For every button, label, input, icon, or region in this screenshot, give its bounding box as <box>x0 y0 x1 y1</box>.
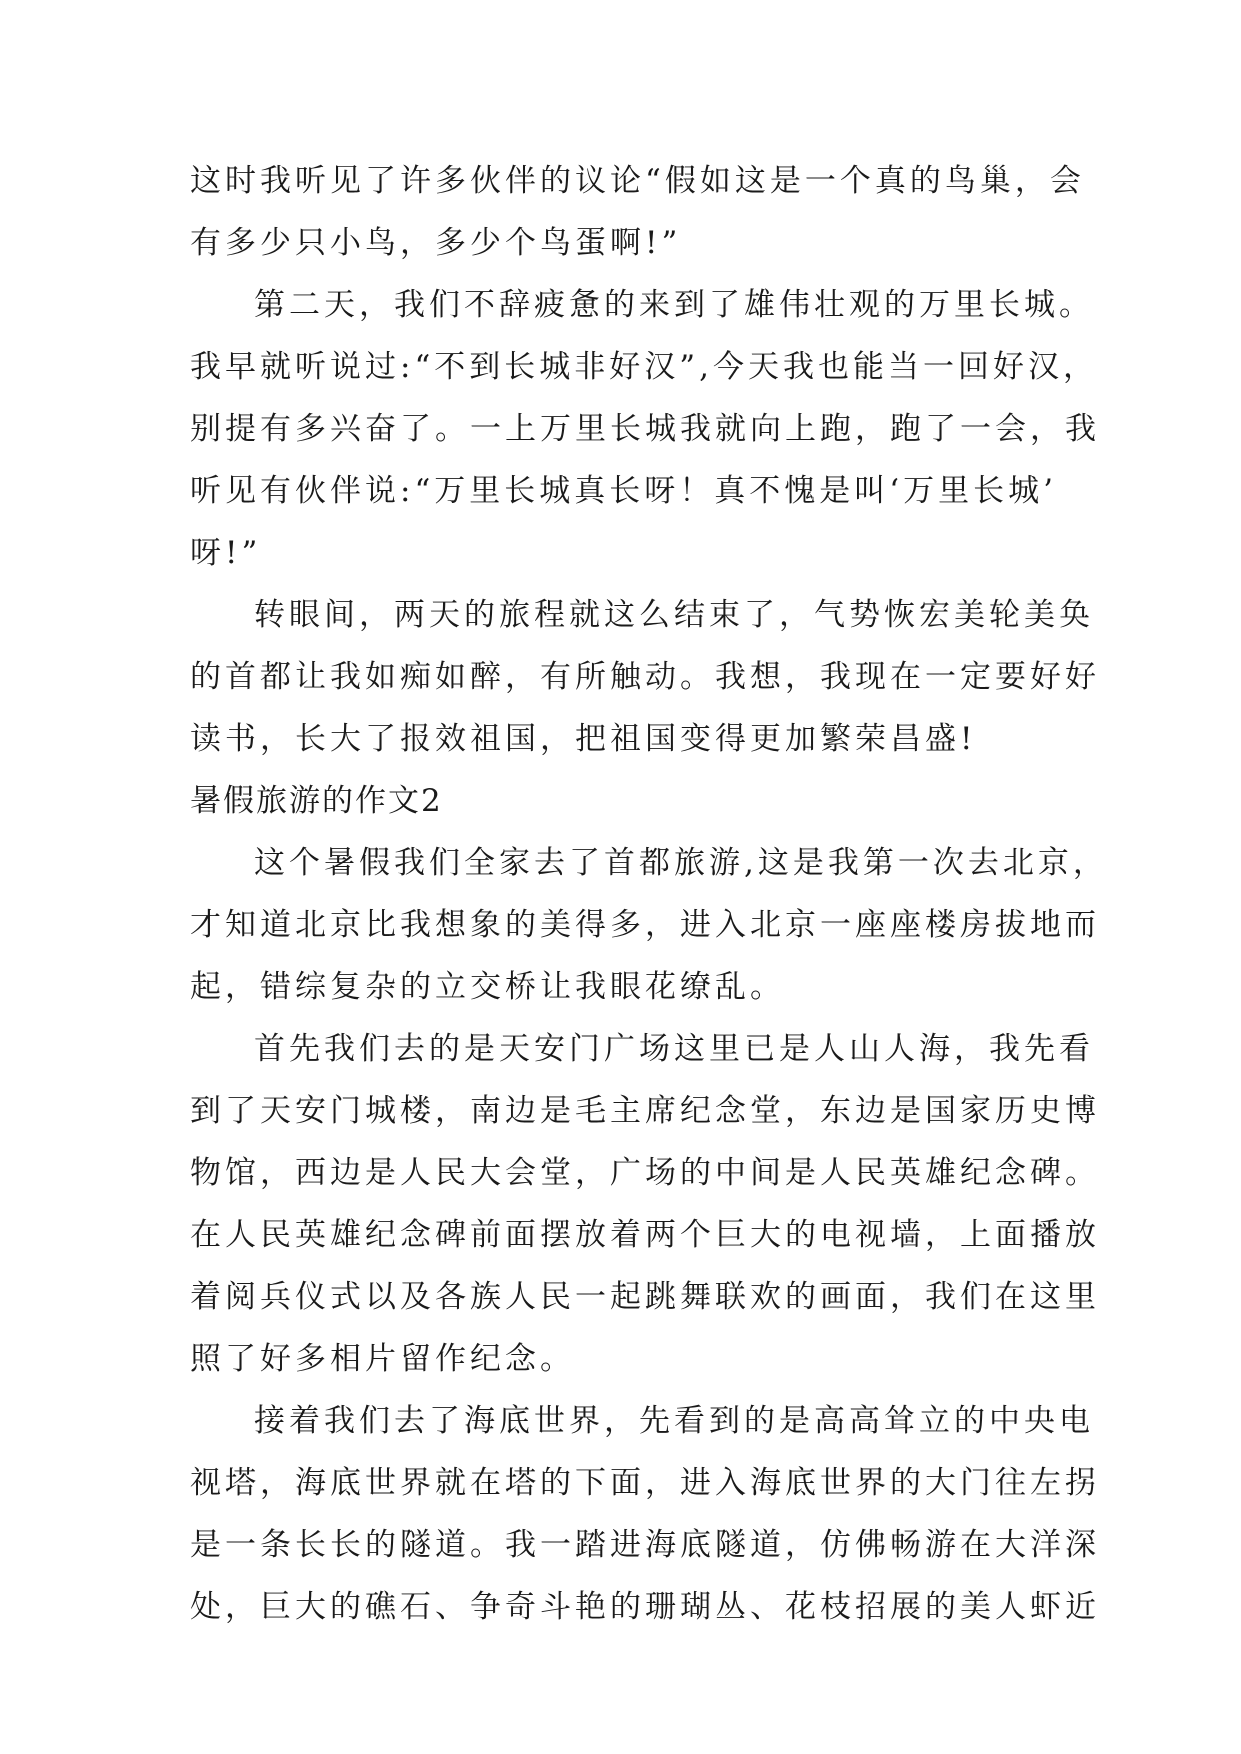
text-line: 读书，长大了报效祖国，把祖国变得更加繁荣昌盛! <box>190 721 977 757</box>
paragraph <box>190 832 1108 1018</box>
text-line: 这个暑假我们全家去了首都旅游,这是我第一次去北京， <box>254 845 1108 881</box>
paragraph <box>190 584 1100 770</box>
text-line: 物馆，西边是人民大会堂，广场的中间是人民英雄纪念碑。 <box>190 1155 1100 1191</box>
text-line: 转眼间，两天的旅程就这么结束了，气势恢宏美轮美奂 <box>254 597 1094 633</box>
text-line: 呀!” <box>190 535 262 571</box>
text-line: 听见有伙伴说:“万里长城真长呀！真不愧是叫‘万里长城’ <box>190 473 1057 509</box>
paragraph <box>190 150 1085 274</box>
paragraph <box>190 1390 1100 1638</box>
text-line: 第二天，我们不辞疲惫的来到了雄伟壮观的万里长城。 <box>254 287 1094 323</box>
document-body <box>190 150 1108 1638</box>
text-line: 视塔，海底世界就在塔的下面，进入海底世界的大门往左拐 <box>190 1465 1100 1501</box>
text-line: 是一条长长的隧道。我一踏进海底隧道，仿佛畅游在大洋深 <box>190 1527 1100 1563</box>
text-line: 处，巨大的礁石、争奇斗艳的珊瑚丛、花枝招展的美人虾近 <box>190 1589 1100 1625</box>
text-line: 才知道北京比我想象的美得多，进入北京一座座楼房拔地而 <box>190 907 1100 943</box>
text-line: 接着我们去了海底世界，先看到的是高高耸立的中央电 <box>254 1403 1094 1439</box>
paragraph <box>190 274 1100 584</box>
paragraph <box>190 1018 1100 1390</box>
text-line: 着阅兵仪式以及各族人民一起跳舞联欢的画面，我们在这里 <box>190 1279 1100 1315</box>
text-line: 别提有多兴奋了。一上万里长城我就向上跑，跑了一会，我 <box>190 411 1100 447</box>
text-line: 到了天安门城楼，南边是毛主席纪念堂，东边是国家历史博 <box>190 1093 1100 1129</box>
text-line: 照了好多相片留作纪念。 <box>190 1341 575 1377</box>
text-line: 我早就听说过:“不到长城非好汉”,今天我也能当一回好汉， <box>190 349 1098 385</box>
text-line: 这时我听见了许多伙伴的议论“假如这是一个真的鸟巢，会 <box>190 163 1085 199</box>
text-line: 起，错综复杂的立交桥让我眼花缭乱。 <box>190 969 785 1005</box>
section-heading: 暑假旅游的作文2 <box>190 783 443 819</box>
text-line: 在人民英雄纪念碑前面摆放着两个巨大的电视墙，上面播放 <box>190 1217 1100 1253</box>
text-line: 的首都让我如痴如醉，有所触动。我想，我现在一定要好好 <box>190 659 1100 695</box>
text-line: 有多少只小鸟，多少个鸟蛋啊!” <box>190 225 682 261</box>
text-line: 首先我们去的是天安门广场这里已是人山人海，我先看 <box>254 1031 1094 1067</box>
